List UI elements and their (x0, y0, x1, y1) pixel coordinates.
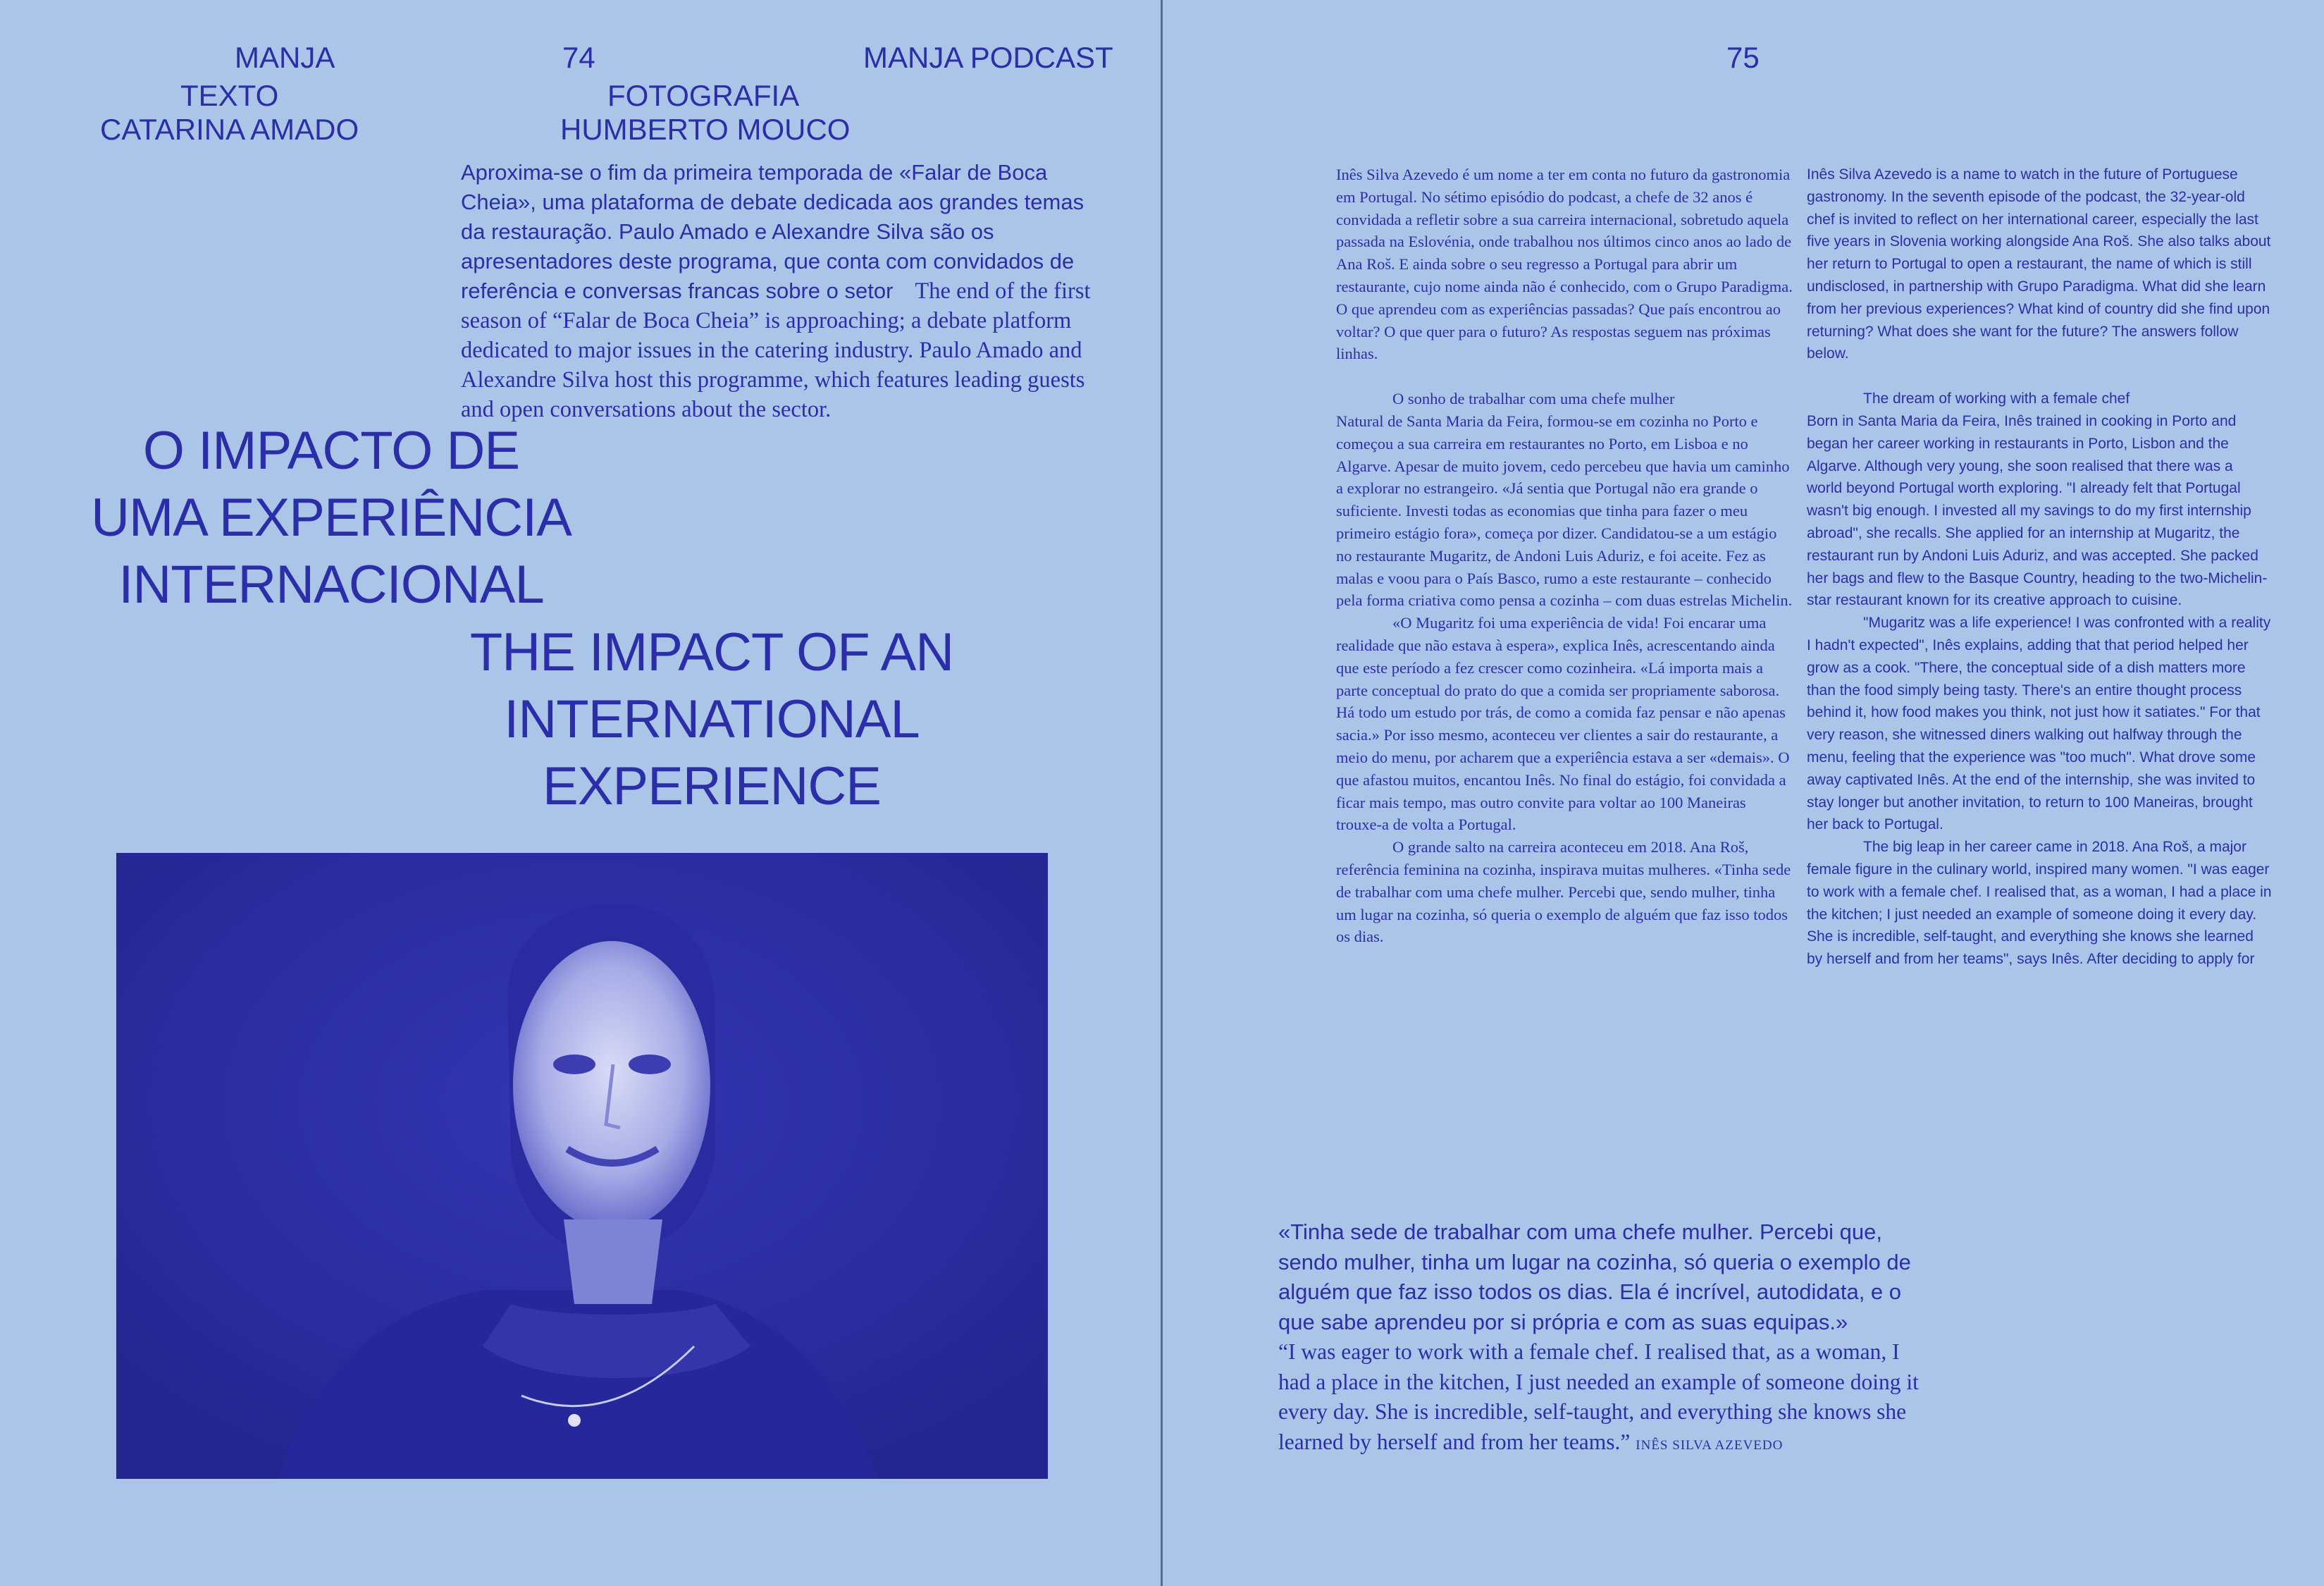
text-credit-author: CATARINA AMADO (100, 113, 359, 146)
headline-pt-line: UMA EXPERIÊNCIA (91, 488, 571, 548)
intro-en: The end of the first season of “Falar de Boca Cheia” is approaching; a debate platform dedicated to major issues in the catering industry. Paulo Amado and Alexandre Silva host this programme, which features leading guests and open conversations about the sector. (461, 278, 1091, 422)
portrait-photo (116, 853, 1048, 1479)
headline-en-line: INTERNATIONAL (504, 689, 920, 749)
brand-label: MANJA (235, 41, 335, 74)
page-number-right: 75 (1726, 41, 1760, 74)
portrait-illustration (116, 853, 1048, 1479)
body-column-en (1807, 164, 2272, 971)
section-label: MANJA PODCAST (863, 41, 1113, 74)
pt-paragraph-1: Natural de Santa Maria da Feira, formou-se em cozinha no Porto e começou a sua carreira em restaurantes no Porto, em Lisboa e no Algarve. Apesar de muito jovem, cedo percebeu que havia um caminho a explorar no estrangeiro. «Já sentia que Portugal não era grande o suficiente. Investi todas as economias que tinha para fazer o meu primeiro estágio fora», começa por dizer. Candidatou-se a um estágio no restaurante Mugaritz, de Andoni Luis Aduriz, e foi aceite. Fez as malas e voou para o País Basco, rumo a este restaurante – conhecido pela forma criativa como pensa a cozinha – com duas estrelas Michelin. (1336, 412, 1793, 610)
en-paragraph-3: The big leap in her career came in 2018. Ana Roš, a major female figure in the culinary world, inspired many women. "I was eager to work with a female chef. I realised that, as a woman, I had a place in the kitchen; I just needed an example of someone doing it every day. She is incredible, self-taught, and everything she knows she learned by herself and from her teams", says Inês. After deciding to apply for (1807, 839, 2272, 968)
text-credit-label: TEXTO (180, 79, 279, 112)
intro-pt: Aproxima-se o fim da primeira temporada de «Falar de Boca Cheia», uma plataforma de debate dedicada aos grandes temas da restauração. Paulo Amado e Alexandre Silva são os apresentadores deste programa, que conta com convidados de referência e conversas francas sobre o setor (461, 160, 1084, 303)
body-column-pt (1336, 164, 1794, 948)
intro-paragraph (461, 158, 1109, 424)
page-number-left: 74 (562, 41, 595, 74)
photo-credit-author: HUMBERTO MOUCO (560, 113, 851, 146)
en-lead: Inês Silva Azevedo is a name to watch in the future of Portuguese gastronomy. In the seventh episode of the podcast, the 32-year-old chef is invited to reflect on her international career, especially the last five years in Slovenia working alongside Ana Roš. She also talks about her return to Portugal to open a restaurant, the name of which is still undisclosed, in partnership with Grupo Paradigma. What did she learn from her previous experiences? What kind of country did she find upon returning? What does she want for the future? The answers follow below. (1807, 166, 2271, 362)
pull-quote-en-text: “I was eager to work with a female chef. I realised that, as a woman, I had a place in the kitchen, I just needed an example of someone doing it every day. She is incredible, self-taught, and everything she knows she learned by herself and from her teams.” (1278, 1339, 1919, 1454)
headline-pt-line: INTERNACIONAL (118, 555, 544, 615)
pull-quote-en (1278, 1337, 1927, 1461)
headline-pt (56, 417, 606, 618)
pull-quote-pt: «Tinha sede de trabalhar com uma chefe mulher. Percebi que, sendo mulher, tinha um lugar na cozinha, só queria o exemplo de alguém que faz isso todos os dias. Ela é incrível, autodidata, e o que sabe aprendeu por si própria e com as suas equipas.» (1278, 1219, 1911, 1334)
left-page (0, 0, 1161, 1586)
headline-en-line: THE IMPACT OF AN (469, 622, 954, 682)
en-subhead: The dream of working with a female chef (1863, 391, 2130, 407)
en-paragraph-2: "Mugaritz was a life experience! I was confronted with a reality I hadn't expected", Inês explains, adding that that period helped her grow as a cook. "There, the conceptual side of a dish matters more than the food simply being tasty. There's an entire thought process behind it, how food makes you think, not just how it satiates." For that very reason, she witnessed diners walking out halfway through the menu, feeling that the experience was "too much". What drove some away captivated Inês. At the end of the internship, she was invited to stay longer but another invitation, to return to 100 Maneiras, brought her back to Portugal. (1807, 615, 2271, 833)
pt-subhead: O sonho de trabalhar com uma chefe mulher (1392, 390, 1675, 408)
pt-paragraph-3: O grande salto na carreira aconteceu em 2018. Ana Roš, referência feminina na cozinha, inspirava muitas mulheres. «Tinha sede de trabalhar com uma chefe mulher. Percebi que, sendo mulher, tinha um lugar na cozinha, só queria o exemplo de alguém que faz isso todos os dias. (1336, 838, 1791, 946)
headline-en-line: EXPERIENCE (543, 756, 881, 816)
pt-paragraph-2: «O Mugaritz foi uma experiência de vida! Foi encarar uma realidade que não estava à espera», explica Inês, acrescentando ainda que este período a fez crescer como cozinheira. «Lá importa mais a parte conceptual do prato do que a comida ser propriamente saborosa. Há todo um estudo por trás, de como a comida faz pensar e não apenas sacia.» Por isso mesmo, aconteceu ver clientes a sair do restaurante, a meio do menu, por acharem que a experiência estava a ser «demais». O que afastou muitos, encantou Inês. No final do estágio, foi convidada a ficar mais tempo, mas outro convite para voltar ao 100 Maneiras trouxe-a de volta a Portugal. (1336, 614, 1790, 834)
pull-quote (1278, 1217, 1927, 1461)
pull-quote-author: INÊS SILVA AZEVEDO (1636, 1437, 1784, 1453)
en-paragraph-1: Born in Santa Maria da Feira, Inês trained in cooking in Porto and began her career working in restaurants in Porto, Lisbon and the Algarve. Although very young, she soon realised that there was a world beyond Portugal worth exploring. "I already felt that Portugal wasn't big enough. I invested all my savings to do my first internship abroad", she recalls. She applied for an internship at Mugaritz, the restaurant run by Andoni Luis Aduriz, and was accepted. She packed her bags and flew to the Basque Country, heading to the two-Michelin-star restaurant known for its creative approach to cuisine. (1807, 412, 2268, 609)
headline-en (437, 619, 987, 820)
headline-pt-line: O IMPACTO DE (142, 421, 520, 481)
photo-credit-label: FOTOGRAFIA (607, 79, 800, 112)
pt-lead: Inês Silva Azevedo é um nome a ter em conta no futuro da gastronomia em Portugal. No sétimo episódio do podcast, a chefe de 32 anos é convidada a refletir sobre a sua carreira internacional, sobretudo aquela passada na Eslovénia, onde trabalhou nos últimos cinco anos ao lado de Ana Roš. E ainda sobre o seu regresso a Portugal para abrir um restaurante, cujo nome ainda não é conhecido, com o Grupo Paradigma. O que aprendeu com as experiências passadas? Que país encontrou ao voltar? O que quer para o futuro? As respostas seguem nas próximas linhas. (1336, 166, 1793, 363)
